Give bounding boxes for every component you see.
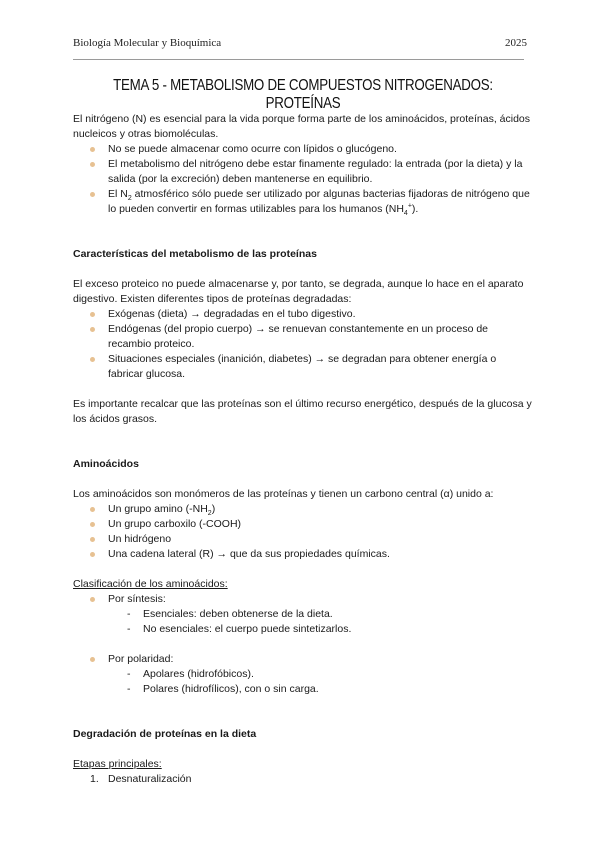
section-heading-degradation: Degradación de proteínas en la dieta: [73, 728, 257, 740]
list-item: Exógenas (dieta) → degradadas en el tubo digestivo.: [73, 307, 533, 322]
sub-list-item: - No esenciales: el cuerpo puede sintetizarlos.: [73, 622, 533, 637]
classification-list-polarity: [73, 652, 533, 667]
energy-note-paragraph: Es importante recalcar que las proteínas son el último recurso energético, después de la glucosa y los ácidos grasos.: [73, 398, 532, 425]
item-number: 1.: [90, 773, 99, 785]
intro-paragraph: El nitrógeno (N) es esencial para la vida porque forma parte de los aminoácidos, proteínas, ácidos nucleicos y otras biomoléculas.: [73, 113, 531, 140]
text-run: ): [211, 503, 216, 515]
page-header: [73, 37, 527, 53]
stage-label: Desnaturalización: [108, 773, 192, 785]
stages-list: [73, 772, 533, 787]
course-name: Biología Molecular y Bioquímica: [73, 37, 222, 49]
text-run: atmosférico sólo puede ser utilizado por algunas bacterias fijadoras de nitrógeno que lo pueden convertir en formas utilizables para los humanos (NH: [108, 188, 530, 215]
classification-title: Clasificación de los aminoácidos:: [73, 578, 228, 590]
polarity-sublist: [73, 667, 533, 697]
list-item: Por síntesis:: [73, 592, 533, 607]
list-item: [73, 772, 533, 787]
list-item: Una cadena lateral (R) → que da sus propiedades químicas.: [73, 547, 533, 562]
list-item: Un grupo carboxilo (-COOH): [73, 517, 533, 532]
list-item: No se puede almacenar como ocurre con lípidos o glucógeno.: [73, 142, 533, 157]
header-year: 2025: [505, 37, 527, 49]
list-item: El metabolismo del nitrógeno debe estar finamente regulado: la entrada (por la dieta) y la salida (por la excreción) deben mantenerse en equilibrio.: [73, 157, 533, 187]
degraded-protein-types-list: [73, 307, 533, 382]
list-item: Endógenas (del propio cuerpo) → se renuevan constantemente en un proceso de recambio proteico.: [73, 322, 533, 352]
subscript: 4: [403, 210, 408, 218]
list-item: Un hidrógeno: [73, 532, 533, 547]
synthesis-sublist: [73, 607, 533, 637]
amino-acids-paragraph: Los aminoácidos son monómeros de las proteínas y tienen un carbono central (α) unido a:: [73, 488, 494, 500]
list-item: [73, 502, 533, 517]
document-body: [73, 112, 533, 787]
text-run: Un grupo amino (-NH: [108, 503, 208, 515]
stages-title: Etapas principales:: [73, 758, 162, 770]
classification-list: [73, 592, 533, 607]
text-run: ).: [411, 203, 419, 215]
intro-list: [73, 142, 533, 217]
list-item: Por polaridad:: [73, 652, 533, 667]
sub-list-item: - Polares (hidrofílicos), con o sin carga.: [73, 682, 533, 697]
list-item: Situaciones especiales (inanición, diabetes) → se degradan para obtener energía o fabricar glucosa.: [73, 352, 533, 382]
text-run: El N: [108, 188, 128, 200]
superscript: +: [407, 202, 412, 210]
list-item: [73, 187, 533, 217]
header-divider: [73, 59, 524, 60]
section-heading-characteristics: Características del metabolismo de las proteínas: [73, 248, 317, 260]
sub-list-item: - Apolares (hidrofóbicos).: [73, 667, 533, 682]
section-heading-amino-acids: Aminoácidos: [73, 458, 139, 470]
characteristics-paragraph: El exceso proteico no puede almacenarse y, por tanto, se degrada, aunque lo hace en el aparato digestivo. Existen diferentes tipos de proteínas degradadas:: [73, 278, 524, 305]
sub-list-item: - Esenciales: deben obtenerse de la dieta.: [73, 607, 533, 622]
amino-acid-groups-list: [73, 502, 533, 562]
page-title: TEMA 5 - METABOLISMO DE COMPUESTOS NITROGENADOS: PROTEÍNAS: [113, 77, 493, 112]
subscript: 2: [127, 195, 132, 203]
subscript: 2: [207, 510, 212, 518]
